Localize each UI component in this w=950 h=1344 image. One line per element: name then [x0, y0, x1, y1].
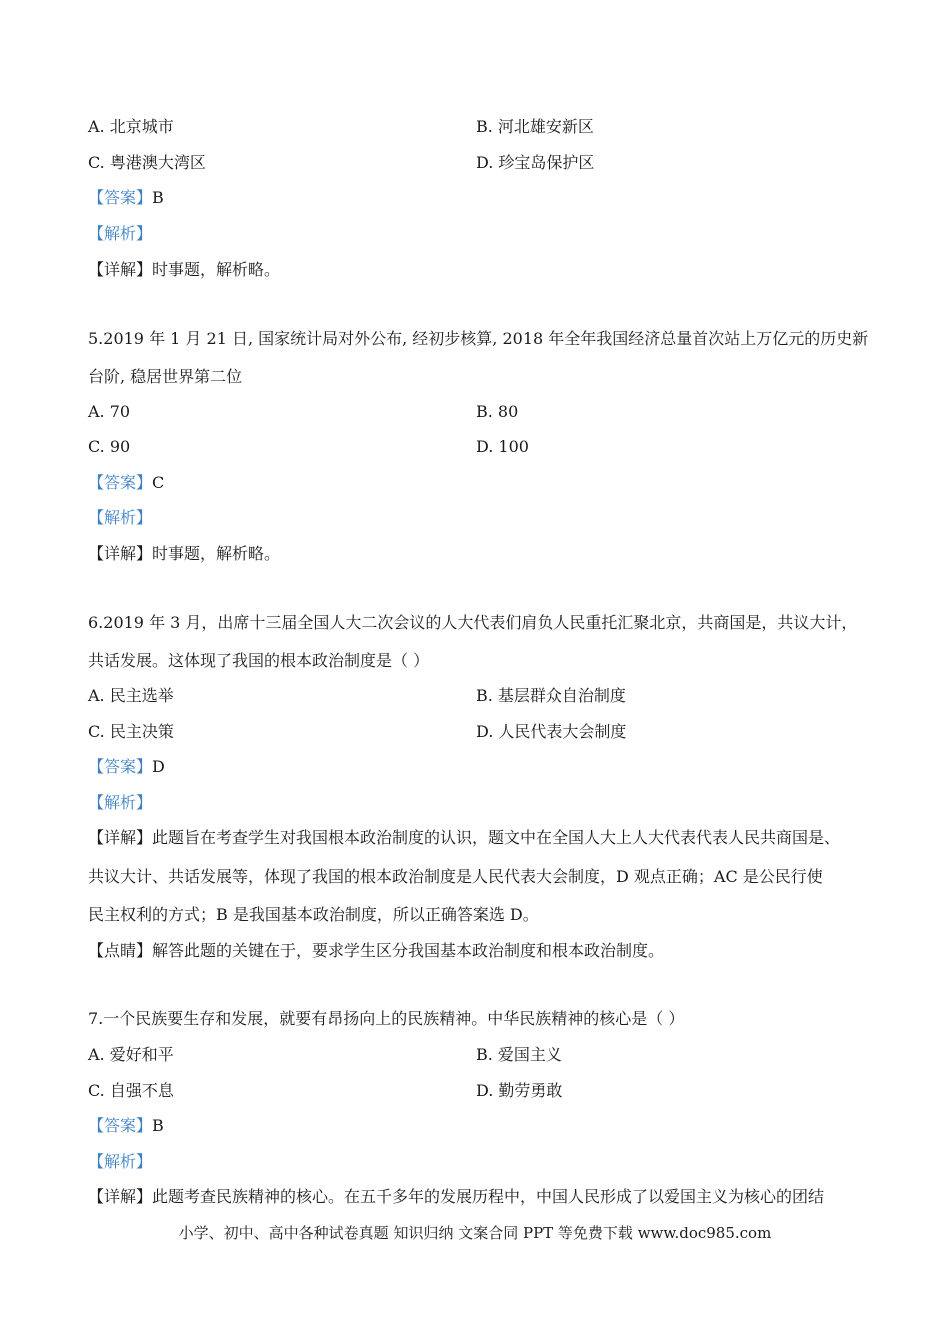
q5-analysis-label: 【解析】	[88, 508, 153, 527]
detail-label: 【详解】	[88, 828, 153, 847]
detail-label: 【详解】	[88, 544, 153, 563]
q7-analysis-label: 【解析】	[88, 1152, 153, 1171]
q4-option-b: B. 河北雄安新区	[476, 117, 594, 136]
q6-option-d: D. 人民代表大会制度	[476, 722, 627, 741]
q7-detail	[88, 1186, 824, 1208]
detail-text: 时事题，解析略。	[152, 260, 281, 279]
q6-answer	[88, 756, 165, 778]
q4-option-a: A. 北京城市	[88, 117, 174, 136]
q6-stem-line2: 共话发展。这体现了我国的根本政治制度是（ ）	[88, 651, 430, 670]
q5-answer	[88, 472, 164, 494]
q5-option-a: A. 70	[88, 402, 131, 421]
q5-option-c: C. 90	[88, 437, 131, 456]
answer-value: C	[152, 473, 165, 492]
q6-detail-line3: 民主权利的方式；B 是我国基本政治制度，所以正确答案选 D。	[88, 905, 539, 924]
q5-option-b: B. 80	[476, 402, 519, 421]
q6-option-b: B. 基层群众自治制度	[476, 686, 626, 705]
q4-analysis-label: 【解析】	[88, 224, 153, 243]
tip-text: 解答此题的关键在于，要求学生区分我国基本政治制度和根本政治制度。	[152, 941, 665, 960]
q7-option-c: C. 自强不息	[88, 1081, 174, 1100]
answer-label: 【答案】	[88, 188, 153, 207]
detail-text: 此题考查民族精神的核心。在五千多年的发展历程中，中国人民形成了以爱国主义为核心的团结	[152, 1187, 825, 1206]
q6-analysis-label: 【解析】	[88, 793, 153, 812]
q7-option-a: A. 爱好和平	[88, 1045, 174, 1064]
q6-option-a: A. 民主选举	[88, 686, 174, 705]
page-footer: 小学、初中、高中各种试卷真题 知识归纳 文案合同 PPT 等免费下载 www.doc985.com	[178, 1224, 772, 1242]
q4-detail	[88, 259, 280, 281]
detail-label: 【详解】	[88, 1187, 153, 1206]
q4-option-d: D. 珍宝岛保护区	[476, 153, 595, 172]
q6-detail-line1	[88, 827, 840, 849]
q7-answer	[88, 1115, 164, 1137]
q5-detail	[88, 543, 280, 565]
q6-tip	[88, 940, 664, 962]
q4-answer	[88, 187, 164, 209]
q7-stem: 7.一个民族要生存和发展，就要有昂扬向上的民族精神。中华民族精神的核心是（ ）	[88, 1009, 685, 1028]
q6-stem-line1: 6.2019 年 3 月，出席十三届全国人大二次会议的人大代表们肩负人民重托汇聚北京，共商国是，共议大计，	[88, 613, 858, 632]
q5-stem-line2: 台阶, 稳居世界第二位	[88, 367, 243, 386]
q4-option-c: C. 粤港澳大湾区	[88, 153, 206, 172]
answer-value: B	[152, 1116, 164, 1135]
answer-value: D	[152, 757, 165, 776]
answer-value: B	[152, 188, 164, 207]
detail-label: 【详解】	[88, 260, 153, 279]
answer-label: 【答案】	[88, 473, 153, 492]
answer-label: 【答案】	[88, 757, 153, 776]
q5-stem-line1: 5.2019 年 1 月 21 日, 国家统计局对外公布, 经初步核算, 2018 年全年我国经济总量首次站上万亿元的历史新	[88, 329, 869, 348]
q6-detail-line2: 共议大计、共话发展等，体现了我国的根本政治制度是人民代表大会制度，D 观点正确；AC 是公民行使	[88, 867, 823, 886]
detail-text: 时事题，解析略。	[152, 544, 281, 563]
q5-option-d: D. 100	[476, 437, 529, 456]
q7-option-b: B. 爱国主义	[476, 1045, 562, 1064]
q6-option-c: C. 民主决策	[88, 722, 174, 741]
q7-option-d: D. 勤劳勇敢	[476, 1081, 563, 1100]
tip-label: 【点睛】	[88, 941, 153, 960]
detail-text: 此题旨在考查学生对我国根本政治制度的认识，题文中在全国人大上人大代表代表人民共商国是、	[152, 828, 841, 847]
answer-label: 【答案】	[88, 1116, 153, 1135]
